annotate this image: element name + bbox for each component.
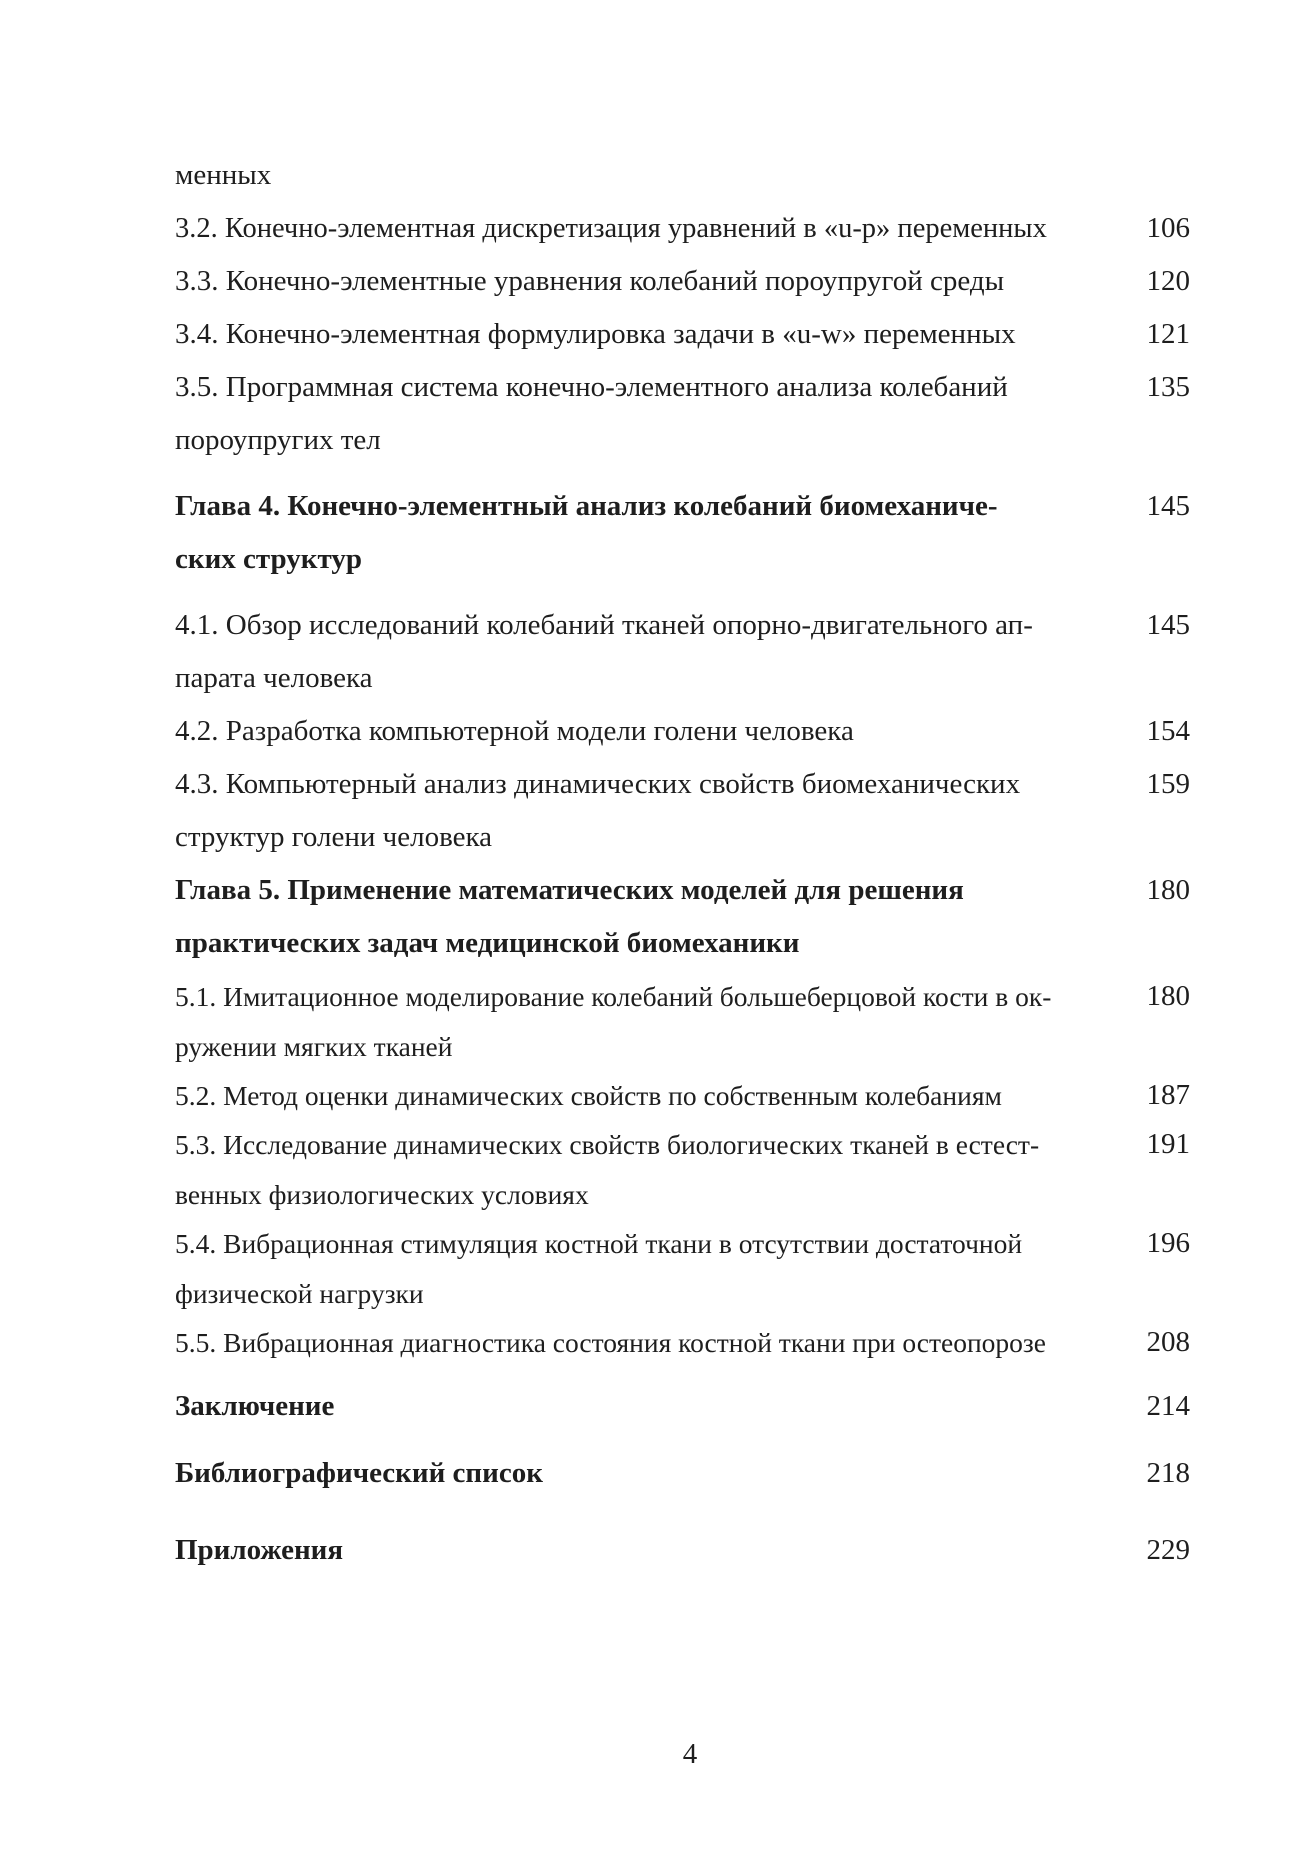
toc-entry-page: 135: [1146, 371, 1190, 403]
toc-entry-title-continued: пороупругих тел: [175, 424, 381, 456]
toc-entry-page: 106: [1146, 212, 1190, 244]
toc-chapter-page: 145: [1146, 490, 1190, 522]
toc-bibliography-title: Библиографический список: [175, 1457, 543, 1489]
toc-entry-page: 180: [1146, 980, 1190, 1012]
toc-entry-page: 196: [1146, 1227, 1190, 1259]
toc-entry-title: 3.4. Конечно-элементная формулировка задачи в «u-w» переменных: [175, 318, 1016, 350]
toc-chapter-title: Глава 5. Применение математических моделей для решения: [175, 874, 964, 906]
toc-entry-page: 191: [1146, 1128, 1190, 1160]
toc-entry-page: 208: [1146, 1326, 1190, 1358]
toc-chapter-title-continued: ских структур: [175, 543, 362, 575]
toc-entry-page: 121: [1146, 318, 1190, 350]
toc-conclusion-title: Заключение: [175, 1390, 335, 1422]
toc-chapter-title-continued: практических задач медицинской биомеханики: [175, 927, 800, 959]
toc-entry-page: 154: [1146, 715, 1190, 747]
toc-entry-title: 4.1. Обзор исследований колебаний тканей опорно-двигательного ап-: [175, 609, 1033, 641]
toc-entry-page: 159: [1146, 768, 1190, 800]
page-number: 4: [682, 1738, 698, 1770]
toc-entry-title: 4.3. Компьютерный анализ динамических свойств биомеханических: [175, 768, 1021, 800]
toc-entry-title-continued: венных физиологических условиях: [175, 1179, 589, 1210]
toc-entry-title: 5.4. Вибрационная стимуляция костной ткани в отсутствии достаточной: [175, 1228, 1023, 1259]
toc-entry-title-continued: ружении мягких тканей: [175, 1031, 453, 1062]
toc-entry-title: 5.2. Метод оценки динамических свойств по собственным колебаниям: [175, 1080, 1002, 1111]
toc-conclusion-page: 214: [1146, 1390, 1190, 1422]
toc-entry-page: 187: [1146, 1079, 1190, 1111]
toc-entry-page: 145: [1146, 609, 1190, 641]
toc-entry-title: 3.2. Конечно-элементная дискретизация уравнений в «u-p» переменных: [175, 213, 1047, 244]
toc-chapter-page: 180: [1146, 874, 1190, 906]
toc-entry-title: 3.5. Программная система конечно-элементного анализа колебаний: [175, 371, 1008, 403]
toc-entry-title-continued: структур голени человека: [175, 821, 493, 853]
toc-appendices-title: Приложения: [175, 1534, 344, 1566]
toc-entry-title: 5.5. Вибрационная диагностика состояния костной ткани при остеопорозе: [175, 1327, 1046, 1358]
toc-entry-title: 4.2. Разработка компьютерной модели голени человека: [175, 715, 854, 747]
toc-entry-page: 120: [1146, 265, 1190, 297]
toc-bibliography-page: 218: [1146, 1457, 1190, 1489]
toc-appendices-page: 229: [1146, 1534, 1190, 1566]
toc-entry-title: 3.3. Конечно-элементные уравнения колебаний пороупругой среды: [175, 265, 1005, 297]
toc-entry-title-continued: физической нагрузки: [175, 1278, 424, 1309]
toc-continuation-text: менных: [175, 159, 272, 191]
toc-entry-title-continued: парата человека: [175, 662, 373, 694]
toc-chapter-title: Глава 4. Конечно-элементный анализ колебаний биомеханиче-: [175, 490, 998, 522]
toc-entry-title: 5.3. Исследование динамических свойств биологических тканей в естест-: [175, 1129, 1040, 1160]
toc-entry-title: 5.1. Имитационное моделирование колебаний большеберцовой кости в ок-: [175, 981, 1052, 1012]
